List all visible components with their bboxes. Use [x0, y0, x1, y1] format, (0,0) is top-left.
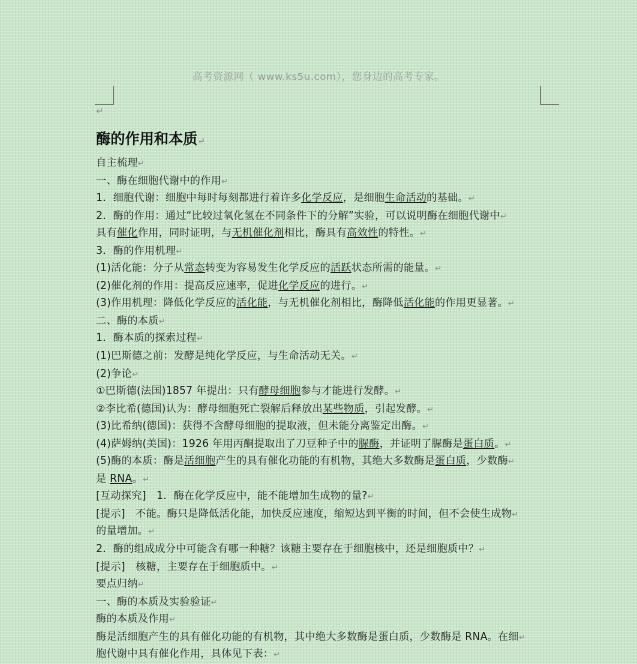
document-line — [96, 646, 544, 664]
document-line — [96, 594, 544, 612]
text-run: 的特性。 — [378, 227, 420, 240]
document-line — [96, 559, 544, 577]
document-line — [96, 523, 544, 541]
document-line — [96, 278, 544, 296]
text-run: ，与无机催化剂相比，酶降低 — [267, 297, 404, 310]
paragraph-mark-icon: ↵ — [351, 352, 359, 362]
text-run: 状态所需的能量。 — [351, 262, 435, 275]
underlined-term: 活细胞 — [184, 455, 216, 468]
text-run: 酶是活细胞产生的具有催化功能的有机物，其中绝大多数酶是蛋白质，少数酶是 RNA。在细 — [96, 630, 519, 643]
paragraph-mark-icon: ↵ — [169, 615, 176, 625]
text-run: 参与才能进行发酵。 — [300, 385, 395, 398]
text-run: ，并证明了脲酶是 — [379, 437, 464, 450]
text-run: 作用，同时证明，与 — [137, 227, 232, 240]
document-line — [96, 330, 544, 348]
underlined-term: 化学反应 — [278, 279, 320, 292]
text-run: 酶的本质及作用 — [96, 613, 170, 626]
underlined-term: 无机催化剂 — [231, 227, 285, 240]
paragraph-mark-icon: ↵ — [131, 369, 139, 379]
text-run: 二、酶的本质 — [96, 314, 159, 327]
paragraph-mark-icon: ↵ — [511, 509, 519, 519]
page-header: 高考资源网（ www.ks5u.com），您身边的高考专家。 — [192, 72, 445, 83]
text-run: ，是细胞 — [343, 192, 385, 205]
underlined-term: RNA — [109, 472, 133, 485]
underlined-term: 脲酶 — [358, 437, 380, 450]
text-run: 一、酶的本质及实验验证 — [96, 595, 211, 608]
text-run: ②李比希(德国)认为：酵母细胞死亡裂解后释放出 — [96, 402, 323, 415]
document-line — [96, 155, 544, 173]
text-run: [提示] 不能。酶只是降低活化能，加快反应速度，缩短达到平衡的时间，但不会使生成物 — [96, 507, 512, 520]
underlined-term: 蛋白质 — [434, 455, 467, 468]
document-line — [96, 506, 544, 524]
underlined-term: 生命活动 — [384, 192, 427, 205]
text-run: 要点归纳 — [96, 578, 138, 591]
document-line — [96, 471, 544, 489]
paragraph-mark-icon: ↵ — [434, 264, 442, 274]
paragraph-mark-icon: ↵ — [367, 492, 375, 502]
underlined-term: 活化能 — [403, 297, 435, 310]
paragraph-mark-icon: ↵ — [210, 597, 218, 607]
text-run: 的进行。 — [319, 279, 362, 292]
document-line — [96, 243, 544, 261]
underlined-term: 活跃 — [330, 262, 352, 275]
text-run: 的作用更显著。 — [434, 297, 509, 310]
paragraph-mark-icon: ↵ — [221, 176, 229, 186]
text-run: 的基础。 — [426, 192, 469, 205]
text-run: 。 — [494, 437, 505, 450]
paragraph-mark-icon: ↵ — [196, 334, 204, 344]
document-line — [96, 629, 544, 647]
margin-corner-mark-right — [540, 86, 559, 105]
text-run: ，引起发酵。 — [364, 402, 428, 415]
text-run: 1．酶本质的探索过程 — [96, 332, 197, 345]
underlined-term: 常态 — [184, 262, 206, 275]
document-line — [96, 436, 544, 454]
paragraph-mark-icon: ↵ — [518, 632, 526, 642]
paragraph-mark-icon: ↵ — [500, 211, 508, 221]
document-line — [96, 173, 544, 191]
paragraph-mark-icon: ↵ — [273, 650, 281, 660]
paragraph-mark-icon: ↵ — [427, 404, 434, 414]
text-run: (1)巴斯德之前：发酵是纯化学反应，与生命活动无关。 — [96, 350, 352, 363]
paragraph-mark-icon: ↵ — [422, 422, 430, 432]
paragraph-mark-icon: ↵ — [478, 545, 486, 555]
document-line — [96, 611, 544, 629]
text-run: 2．酶的组成成分中可能含有哪一种糖？该糖主要存在于细胞核中，还是细胞质中？ — [96, 543, 479, 556]
text-run: 产生的具有催化功能的有机物，其绝大多数酶是 — [215, 455, 435, 468]
text-run: 3．酶的作用机理 — [96, 244, 176, 257]
paragraph-mark-icon: ↵ — [468, 194, 476, 204]
margin-corner-mark-left — [95, 86, 114, 105]
text-run: 。 — [132, 472, 143, 485]
text-run: (4)萨姆纳(美国)：1926 年用丙酮提取出了刀豆种子中的 — [96, 437, 359, 450]
document-line — [96, 190, 544, 208]
paragraph-mark-icon: ↵ — [361, 281, 369, 291]
underlined-term: 某些物质 — [322, 402, 365, 415]
text-run: 的量增加。 — [96, 525, 149, 538]
text-run: 相比，酶具有 — [284, 227, 347, 240]
text-run: ，少数酶 — [466, 455, 509, 468]
underlined-term: 催化 — [116, 227, 138, 240]
document-line — [96, 295, 544, 313]
paragraph-mark-icon: ↵ — [175, 246, 183, 256]
underlined-term: 酵母细胞 — [258, 385, 301, 398]
paragraph-mark-icon: ↵ — [137, 159, 145, 168]
document-line — [96, 488, 544, 506]
paragraph-mark-icon: ↵ — [394, 387, 402, 397]
document-line — [96, 541, 544, 559]
text-run: (3)作用机理：降低化学反应的 — [96, 297, 237, 310]
text-run: 具有 — [96, 227, 117, 240]
text-run: 转变为容易发生化学反应的 — [205, 262, 331, 275]
document-title[interactable]: 酶的作用和本质↵ — [96, 131, 206, 148]
document-line — [96, 383, 544, 401]
text-run: (5)酶的本质：酶是 — [96, 455, 185, 468]
document-line — [96, 225, 544, 243]
document-line — [96, 348, 544, 366]
text-run: 自主梳理 — [96, 157, 138, 169]
text-run: ①巴斯德(法国)1857 年提出：只有 — [96, 385, 259, 398]
underlined-term: 活化能 — [236, 297, 268, 310]
paragraph-mark-icon: ↵ — [148, 527, 156, 537]
paragraph-mark-icon: ↵ — [142, 474, 150, 484]
underlined-term: 高效性 — [346, 227, 379, 240]
document-line — [96, 401, 544, 419]
underlined-term: 蛋白质 — [463, 437, 495, 450]
underlined-term: 化学反应 — [301, 192, 343, 205]
paragraph-mark-icon: ↵ — [137, 580, 145, 590]
text-run: 是 — [96, 472, 110, 485]
text-run: 一、酶在细胞代谢中的作用 — [96, 174, 222, 187]
document-line — [96, 260, 544, 278]
document-line — [96, 313, 544, 331]
paragraph-mark-icon: ↵ — [508, 299, 515, 309]
document-line — [96, 453, 544, 471]
text-run: 2．酶的作用：通过“比较过氧化氢在不同条件下的分解”实验，可以说明酶在细胞代谢中 — [96, 209, 501, 222]
paragraph-mark-icon: ↵ — [271, 562, 279, 572]
document-line — [96, 208, 544, 226]
text-run: [提示] 核糖，主要存在于细胞质中。 — [96, 560, 272, 573]
text-run: 1．细胞代谢：细胞中每时每刻都进行着许多 — [96, 192, 302, 205]
document-line — [96, 576, 544, 594]
paragraph-mark-icon: ↵ — [158, 316, 166, 326]
paragraph-mark-icon: ↵ — [504, 439, 512, 449]
paragraph-mark-icon: ↵ — [96, 107, 104, 117]
paragraph-mark-icon: ↵ — [419, 229, 427, 239]
text-run: (3)比希纳(德国)：获得不含酵母细胞的提取液，但未能分离鉴定出酶。 — [96, 420, 423, 433]
document-line — [96, 366, 544, 384]
document-body[interactable] — [96, 155, 544, 664]
text-run: (1)活化能：分子从 — [96, 262, 185, 275]
text-run: 胞代谢中具有催化作用，具体见下表： — [96, 648, 274, 661]
text-run: [互动探究] 1．酶在化学反应中，能不能增加生成物的量? — [96, 490, 368, 503]
text-run: (2)争论 — [96, 367, 132, 380]
document-line — [96, 418, 544, 436]
paragraph-mark-icon: ↵ — [508, 457, 515, 467]
text-run: (2)催化剂的作用：提高反应速率，促进 — [96, 279, 279, 292]
